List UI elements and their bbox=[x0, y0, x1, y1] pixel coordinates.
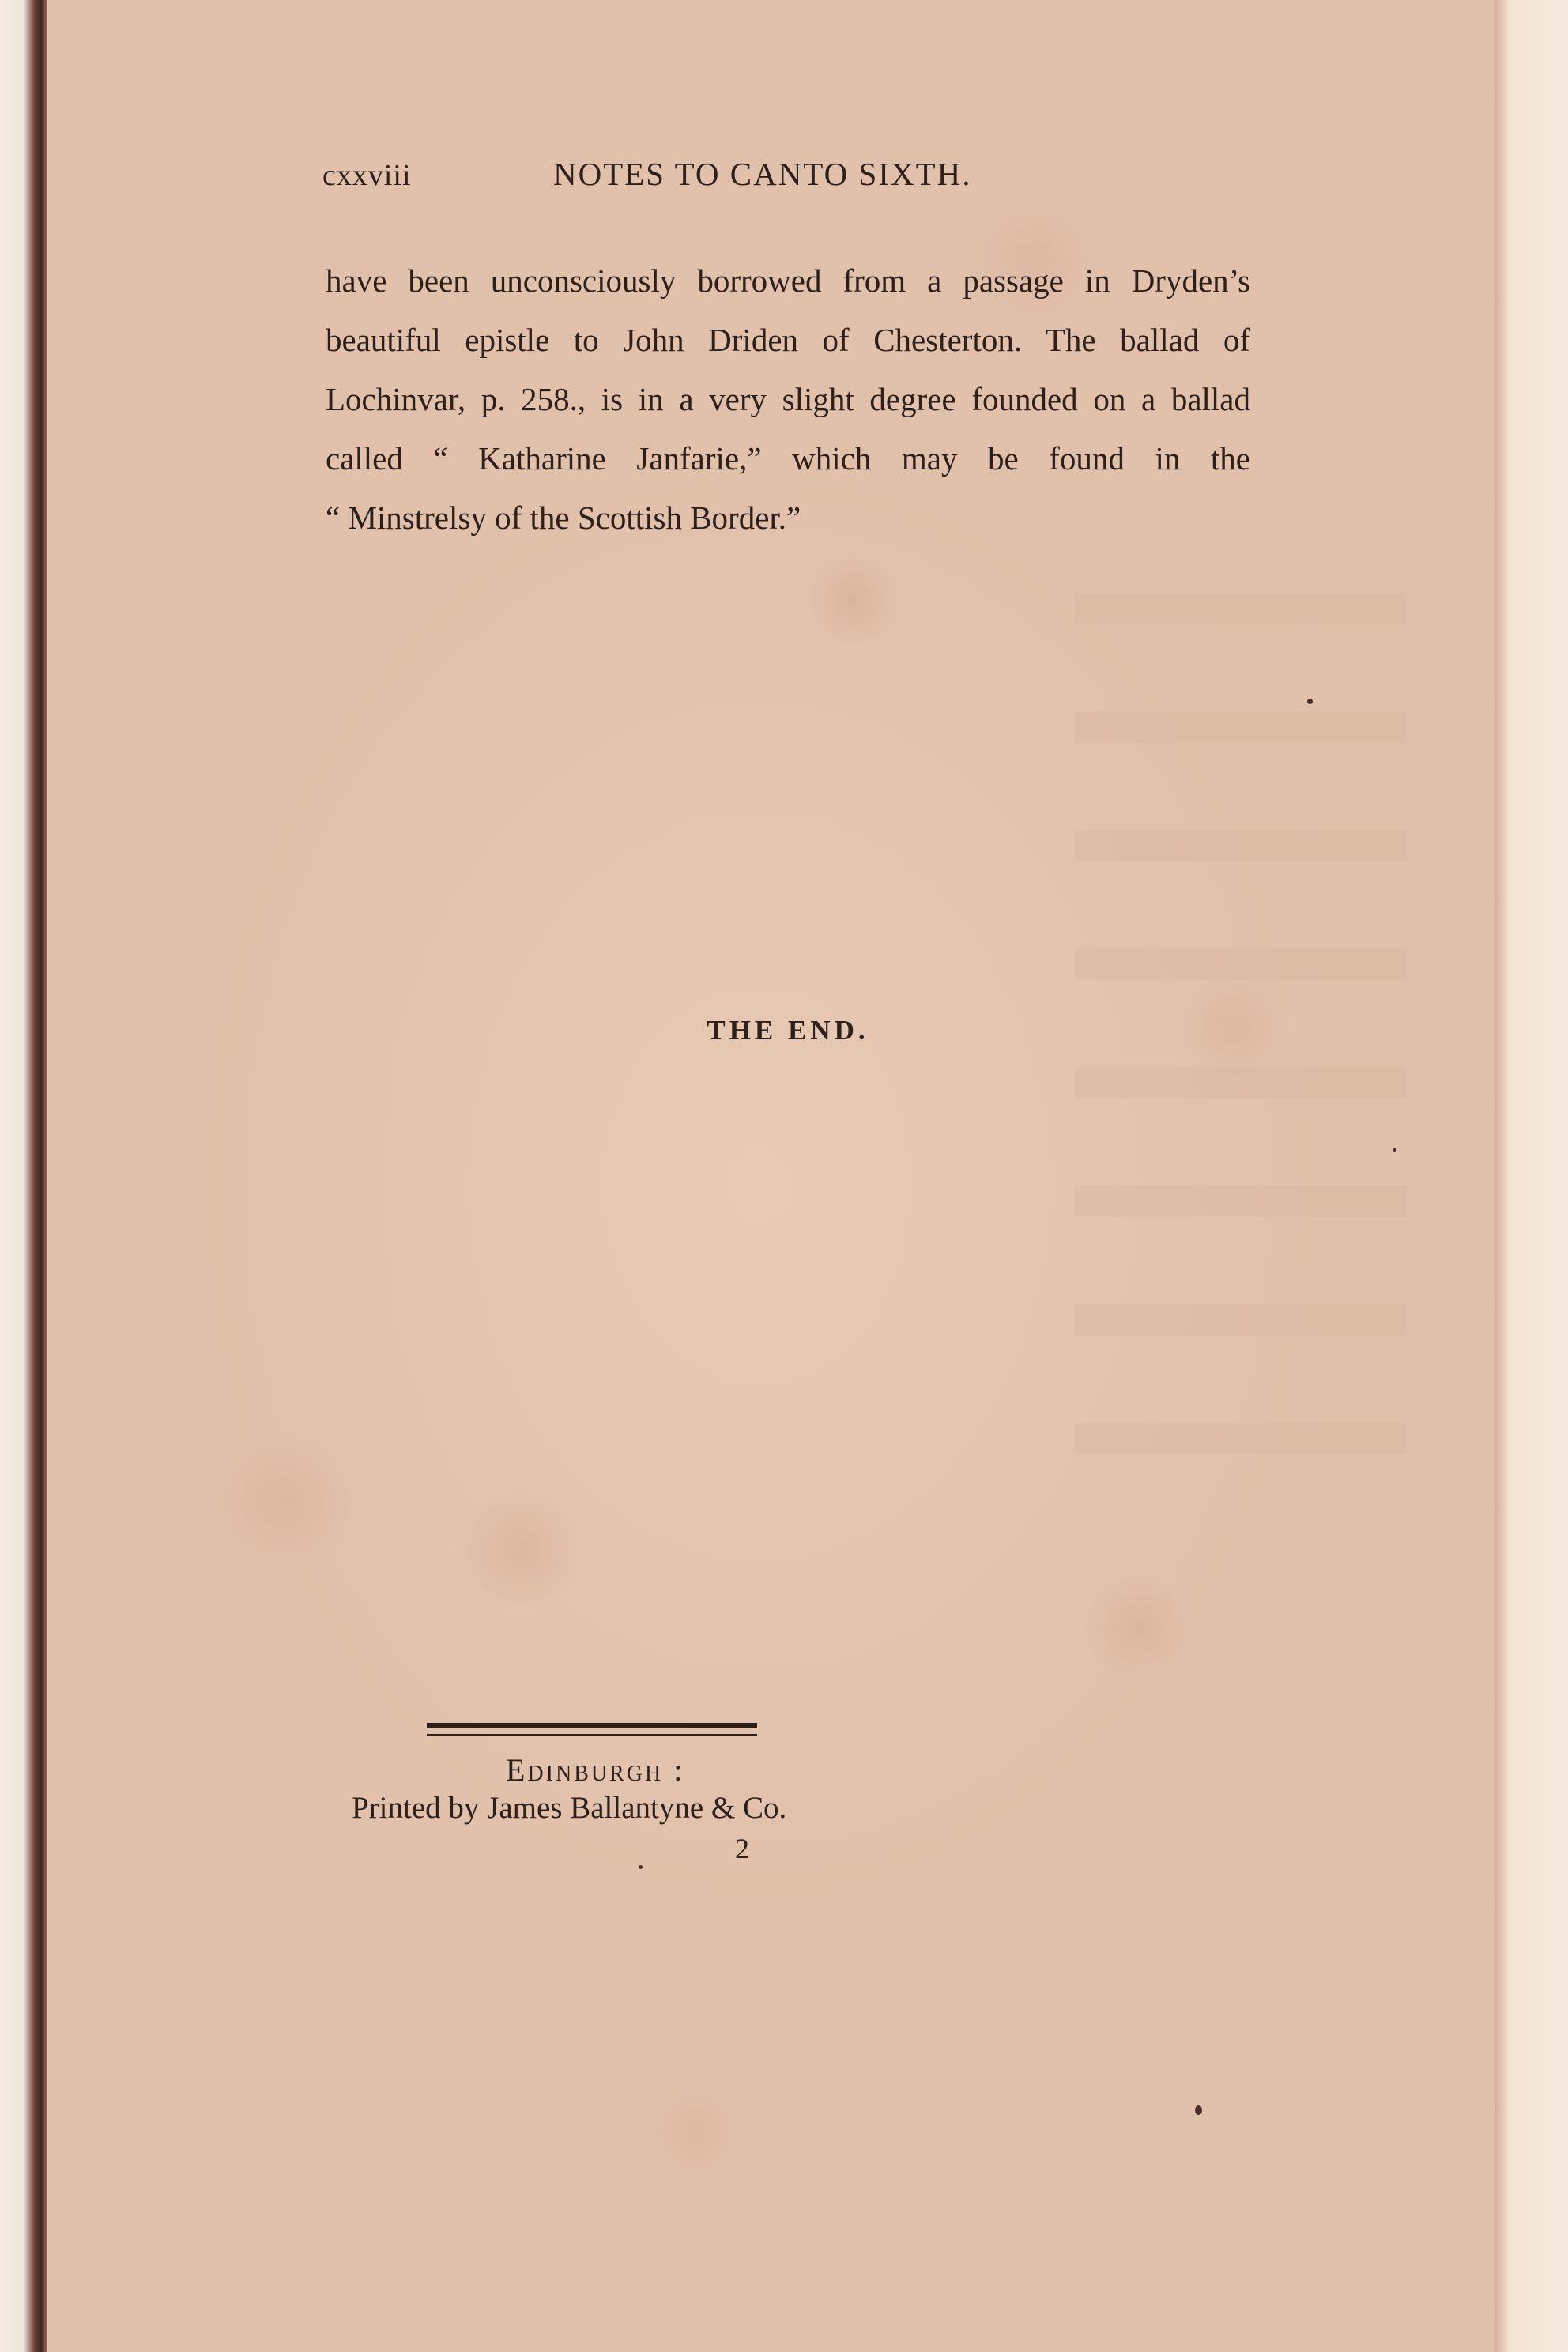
page-number: cxxviii bbox=[322, 159, 412, 192]
ink-speck bbox=[1393, 1148, 1396, 1152]
imprint-rule-thick bbox=[427, 1723, 757, 1728]
page-right-edge bbox=[1495, 0, 1568, 2352]
body-line: Lochinvar, p. 258., is in a very slight degree founded on a ballad bbox=[326, 381, 1250, 417]
imprint-printer: Printed by James Ballantyne & Co. bbox=[352, 1791, 787, 1825]
imprint-place bbox=[506, 1751, 684, 1788]
body-line: called “ Katharine Janfarie,” which may be found in the bbox=[326, 440, 1250, 477]
imprint-rule-thin bbox=[427, 1734, 757, 1736]
signature-mark: 2 bbox=[735, 1833, 749, 1864]
the-end-heading: THE END. bbox=[707, 1015, 869, 1046]
body-line: “ Minstrelsy of the Scottish Border.” bbox=[326, 499, 801, 536]
body-line: beautiful epistle to John Driden of Chesterton. The ballad of bbox=[326, 322, 1250, 358]
body-text bbox=[326, 251, 1250, 548]
book-spine-edge bbox=[0, 0, 49, 2352]
show-through-text bbox=[1075, 506, 1407, 1454]
ink-speck bbox=[1307, 699, 1313, 704]
body-line: have been unconsciously borrowed from a passage in Dryden’s bbox=[326, 262, 1250, 299]
ink-speck bbox=[639, 1865, 643, 1869]
running-head: NOTES TO CANTO SIXTH. bbox=[553, 156, 972, 192]
ink-speck bbox=[1195, 2105, 1202, 2115]
imprint-place-text: Edinburgh : bbox=[506, 1752, 685, 1788]
